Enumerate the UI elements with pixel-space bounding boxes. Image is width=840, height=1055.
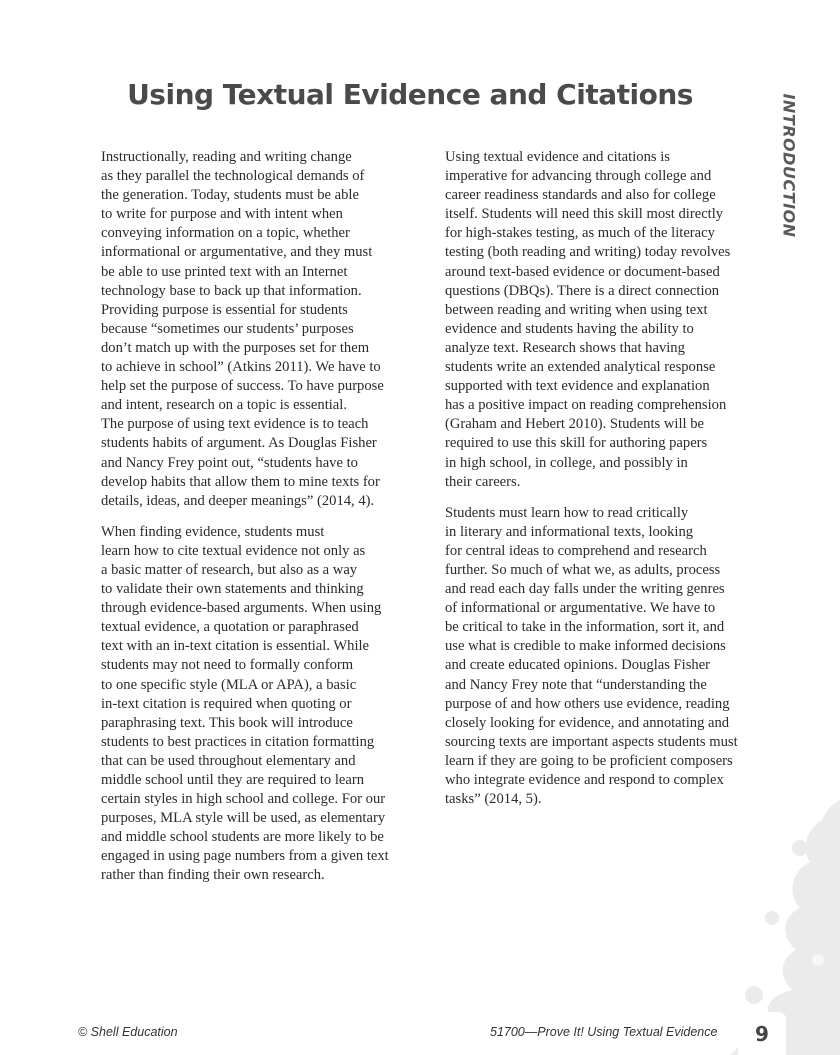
left-paragraph-2 [78, 523, 403, 886]
section-tab [775, 93, 803, 238]
text-line: sourcing texts are important aspects students must [445, 733, 738, 750]
text-line: their careers. [445, 473, 521, 490]
text-line: Instructionally, reading and writing change [101, 149, 352, 165]
text-line: middle school until they are required to learn [101, 772, 365, 788]
text-line: a basic matter of research, but also as a way [101, 561, 358, 578]
text-line: supported with text evidence and explanation [445, 378, 710, 395]
text-line: and create educated opinions. Douglas Fisher [445, 657, 711, 674]
text-line: and Nancy Frey point out, “students have to [101, 454, 358, 471]
text-line: questions (DBQs). There is a direct connection [445, 282, 720, 299]
text-line: in-text citation is required when quoting or [101, 695, 352, 712]
text-line: When finding evidence, students must [101, 523, 325, 540]
text-line: imperative for advancing through college and [445, 168, 712, 185]
text-line: don’t match up with the purposes set for them [101, 339, 370, 356]
text-line: Students must learn how to read critically [445, 504, 689, 521]
text-line: closely looking for evidence, and annotating and [445, 714, 730, 731]
text-line: as they parallel the technological demands of [101, 168, 365, 185]
text-line: to achieve in school” (Atkins 2011). We have to [101, 359, 381, 376]
text-line: develop habits that allow them to mine texts for [101, 473, 380, 490]
text-line: tasks” (2014, 5). [445, 791, 542, 808]
text-line: in literary and informational texts, looking [445, 523, 694, 540]
text-line: further. So much of what we, as adults, process [445, 561, 721, 578]
text-line: details, ideas, and deeper meanings” (2014, 4). [101, 492, 375, 509]
text-line: be able to use printed text with an Internet [101, 263, 348, 280]
text-line: required to use this skill for authoring papers [445, 435, 708, 452]
text-line: and middle school students are more likely to be [101, 829, 384, 846]
text-line: informational or argumentative, and they must [101, 244, 373, 261]
text-line: that can be used throughout elementary and [101, 752, 356, 769]
text-line: purpose of and how others use evidence, reading [445, 695, 730, 712]
text-line: Providing purpose is essential for students [101, 301, 348, 318]
text-line: of informational or argumentative. We have to [445, 600, 716, 617]
text-line: (Graham and Hebert 2010). Students will be [445, 416, 704, 433]
page-title: Using Textual Evidence and Citations [127, 78, 693, 111]
text-line: and Nancy Frey note that “understanding the [445, 676, 707, 693]
left-column [78, 148, 403, 898]
text-line: because “sometimes our students’ purposes [101, 320, 354, 337]
text-line: testing (both reading and writing) today revolves [445, 244, 731, 261]
right-paragraph-2 [422, 504, 752, 810]
text-line: to one specific style (MLA or APA), a basic [101, 676, 357, 693]
text-line: evidence and students having the ability to [445, 320, 694, 337]
text-line: who integrate evidence and respond to complex [445, 772, 724, 788]
left-paragraph-1 [78, 148, 403, 511]
text-line: to validate their own statements and thinking [101, 581, 364, 598]
text-line: in high school, in college, and possibly in [445, 454, 688, 471]
text-line: Using textual evidence and citations is [445, 149, 670, 165]
right-column [422, 148, 752, 821]
text-line: students habits of argument. As Douglas Fisher [101, 435, 377, 452]
text-line: around text-based evidence or document-based [445, 263, 720, 280]
text-line: conveying information on a topic, whether [101, 225, 350, 242]
text-line: career readiness standards and also for college [445, 187, 716, 204]
book-reference: 51700—Prove It! Using Textual Evidence [490, 1025, 718, 1039]
text-line: and intent, research on a topic is essential. [101, 397, 347, 414]
text-line: students write an extended analytical response [445, 359, 716, 376]
text-line: text with an in-text citation is essential. While [101, 638, 370, 655]
text-line: students may not need to formally conform [101, 657, 354, 674]
text-line: analyze text. Research shows that having [445, 339, 685, 356]
text-line: between reading and writing when using text [445, 301, 708, 318]
text-line: engaged in using page numbers from a given text [101, 848, 389, 865]
text-line: has a positive impact on reading comprehension [445, 397, 727, 414]
text-line: learn how to cite textual evidence not only as [101, 542, 366, 559]
text-line: through evidence-based arguments. When using [101, 600, 382, 617]
text-line: purposes, MLA style will be used, as elementary [101, 810, 386, 827]
text-line: itself. Students will need this skill most directly [445, 206, 724, 223]
text-line: the generation. Today, students must be able [101, 187, 359, 204]
text-line: to write for purpose and with intent when [101, 206, 343, 223]
text-line: for high-stakes testing, as much of the literacy [445, 225, 715, 242]
text-line: The purpose of using text evidence is to teach [101, 416, 369, 433]
text-line: learn if they are going to be proficient composers [445, 752, 733, 769]
text-line: help set the purpose of success. To have purpose [101, 378, 384, 395]
page-number: 9 [738, 1012, 786, 1055]
text-line: paraphrasing text. This book will introduce [101, 714, 353, 731]
text-line: certain styles in high school and college. For our [101, 791, 386, 808]
text-line: rather than finding their own research. [101, 867, 325, 884]
publisher-credit: © Shell Education [78, 1025, 178, 1039]
text-line: and read each day falls under the writing genres [445, 581, 725, 598]
text-line: textual evidence, a quotation or paraphrased [101, 619, 359, 636]
text-line: technology base to back up that information. [101, 282, 362, 299]
text-line: use what is credible to make informed decisions [445, 638, 726, 655]
text-line: for central ideas to comprehend and research [445, 542, 707, 559]
text-line: students to best practices in citation formatting [101, 733, 375, 750]
section-tab-label: INTRODUCTION [779, 93, 799, 238]
right-paragraph-1 [422, 148, 752, 492]
text-line: be critical to take in the information, sort it, and [445, 619, 725, 636]
